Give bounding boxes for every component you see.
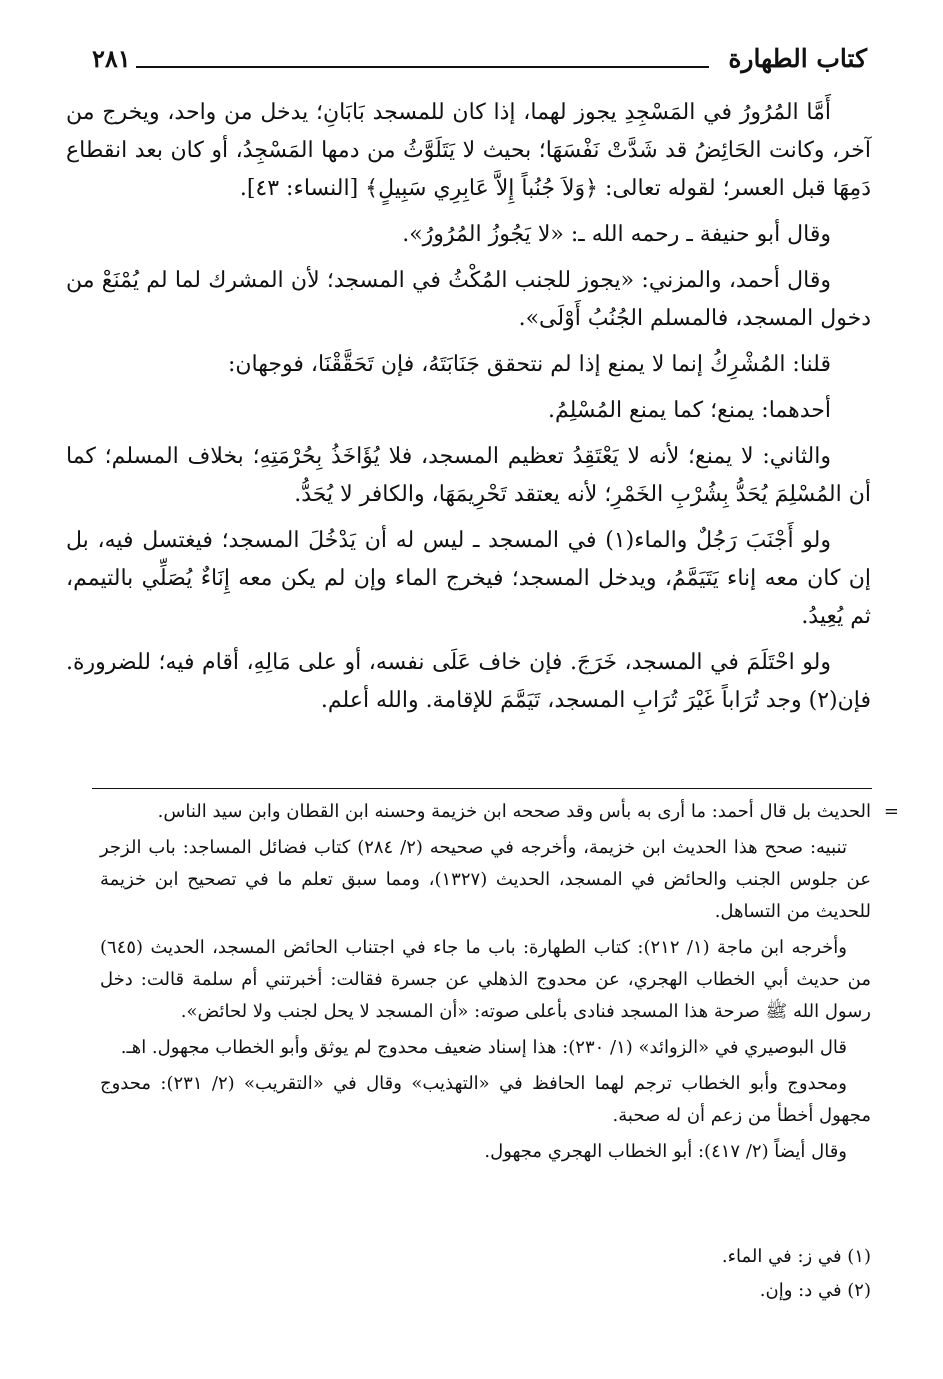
page-number: ٢٨١ xyxy=(92,44,131,73)
footnotes xyxy=(100,1240,871,1308)
body-paragraph: أحدهما: يمنع؛ كما يمنع المُسْلِمُ. xyxy=(547,398,831,423)
note-paragraph: تنبيه: صحح هذا الحديث ابن خزيمة، وأخرجه في صحيحه (٢/ ٢٨٤) كتاب فضائل المساجد: باب الزجر عن جلوس الجنب والحائض في المسجد، الحديث (١٣٢٧)، ومما سبق تعلم ما في تصحيح ابن خزيمة للحديث من التساهل. xyxy=(100,837,871,922)
footnote-item: (١) في ز: في الماء. xyxy=(721,1246,871,1267)
body-paragraph: أَمَّا المُرُورُ في المَسْجِدِ يجوز لهما، إذا كان للمسجد بَابَانِ؛ يدخل من واحد، ويخرج من آخر، وكانت الحَائِضُ قد شَدَّتْ نَفْسَهَا؛ بحيث لا يَتَلَوَّثُ من دمها المَسْجِدُ، أو كان بعد انقطاع دَمِهَا قبل العسر؛ لقوله تعالى: ﴿وَلاَ جُنُباً إِلاَّ عَابِرِي سَبِيلٍ﴾ [النساء: ٤٣]. xyxy=(66,100,871,201)
continuation-mark: = xyxy=(883,801,899,822)
body-paragraph: وقال أحمد، والمزني: «يجوز للجنب المُكْثُ في المسجد؛ لأن المشرك لما لم يُمْنَعْ من دخول المسجد، فالمسلم الجُنُبُ أَوْلَى». xyxy=(66,268,871,331)
note-paragraph: وقال أيضاً (٢/ ٤١٧): أبو الخطاب الهجري مجهول. xyxy=(484,1141,847,1162)
body-paragraph: ولو احْتَلَمَ في المسجد، خَرَجَ. فإن خاف عَلَى نفسه، أو على مَالِهِ، أقام فيه؛ للضرورة. فإن(٢) وجد تُرَاباً غَيْرَ تُرَابِ المسجد، تَيَمَّمَ للإقامة. والله أعلم. xyxy=(66,650,871,713)
body-paragraph: قلنا: المُشْرِكُ إنما لا يمنع إذا لم نتحقق جَنَابَتَهُ، فإن تَحَقَّقْنَا، فوجهان: xyxy=(227,352,831,377)
main-text xyxy=(66,94,871,728)
header-rule xyxy=(136,66,709,68)
note-paragraph: وأخرجه ابن ماجة (١/ ٢١٢): كتاب الطهارة: باب ما جاء في اجتناب الحائض المسجد، الحديث (٦٤٥) من حديث أبي الخطاب الهجري، عن محدوج الذهلي عن جسرة فقالت: أخبرتني أم سلمة قالت: دخل رسول الله ﷺ صرحة هذا المسجد فنادى بأعلى صوته: «أن المسجد لا يحل لجنب ولا لحائض». xyxy=(100,937,871,1022)
body-paragraph: ولو أَجْنَبَ رَجُلٌ والماء(١) في المسجد ـ ليس له أن يَدْخُلَ المسجد؛ فيغتسل فيه، بل إن كان معه إناء يَتَيَمَّمُ، ويدخل المسجد؛ فيخرج الماء وإن لم يكن معه إِنَاءٌ يُصَلِّي بالتيمم، ثم يُعِيدُ. xyxy=(66,528,871,629)
note-paragraph: الحديث بل قال أحمد: ما أرى به بأس وقد صححه ابن خزيمة وحسنه ابن القطان وابن سيد الناس. xyxy=(157,801,871,822)
footnote-divider xyxy=(92,788,872,789)
note-paragraph: قال البوصيري في «الزوائد» (١/ ٢٣٠): هذا إسناد ضعيف محدوج لم يوثق وأبو الخطاب مجهول. اهـ. xyxy=(120,1037,847,1058)
body-paragraph: والثاني: لا يمنع؛ لأنه لا يَعْتَقِدُ تعظيم المسجد، فلا يُؤَاخَذُ بِحُرْمَتِهِ؛ بخلاف المسلم؛ كما أن المُسْلِمَ يُحَدُّ بِشُرْبِ الخَمْرِ؛ لأنه يعتقد تَحْرِيمَهَا، والكافر لا يُحَدُّ. xyxy=(66,444,871,507)
footnote-item: (٢) في د: وإن. xyxy=(759,1280,871,1301)
commentary-notes xyxy=(100,796,899,1172)
chapter-title: كتاب الطهارة xyxy=(728,44,867,73)
body-paragraph: وقال أبو حنيفة ـ رحمه الله ـ: «لا يَجُوزُ المُرُورُ». xyxy=(402,222,831,247)
note-paragraph: ومحدوج وأبو الخطاب ترجم لهما الحافظ في «التهذيب» وقال في «التقريب» (٢/ ٢٣١): محدوج مجهول أخطأ من زعم أن له صحبة. xyxy=(100,1073,871,1126)
page-header xyxy=(92,44,867,84)
